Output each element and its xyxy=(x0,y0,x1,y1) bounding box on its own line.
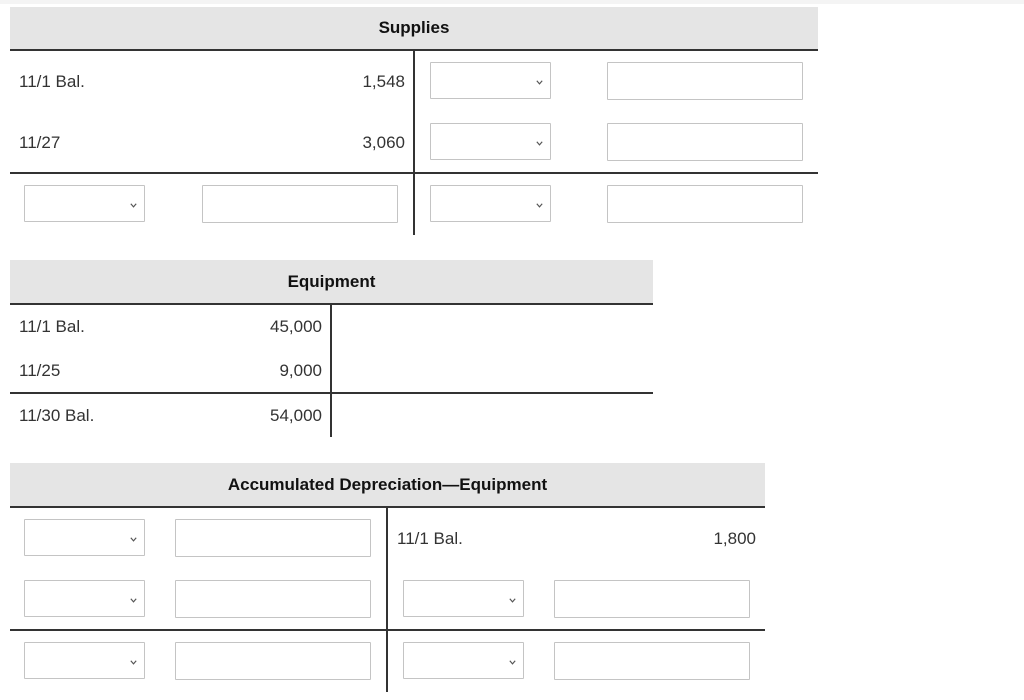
accum-dep-credit-amount-input-2[interactable] xyxy=(554,580,750,618)
equipment-debit-amount-1: 45,000 xyxy=(270,317,322,336)
accum-dep-account-title xyxy=(10,463,765,508)
accum-dep-debit-amount-input-1[interactable] xyxy=(175,519,371,557)
accum-dep-credit-balance-select[interactable] xyxy=(403,642,524,679)
accum-dep-debit-balance-input[interactable] xyxy=(175,642,371,680)
chevron-down-icon xyxy=(508,596,517,605)
supplies-account-title xyxy=(10,7,818,51)
accum-dep-credit-amount-1: 1,800 xyxy=(713,529,756,548)
accum-dep-debit-balance-select[interactable] xyxy=(24,642,145,679)
chevron-down-icon xyxy=(535,78,544,87)
supplies-credit-amount-input-2[interactable] xyxy=(607,123,803,161)
equipment-debit-date-1: 11/1 Bal. xyxy=(19,317,85,336)
supplies-debit-amount-2: 3,060 xyxy=(362,133,405,152)
accum-dep-total-rule xyxy=(10,629,765,631)
equipment-t-divider xyxy=(330,304,332,437)
chevron-down-icon xyxy=(535,139,544,148)
supplies-debit-balance-select[interactable] xyxy=(24,185,145,222)
accum-dep-credit-date-select-2[interactable] xyxy=(403,580,524,617)
accum-dep-credit-date-1: 11/1 Bal. xyxy=(397,529,463,548)
supplies-total-rule xyxy=(10,172,818,174)
accum-dep-debit-date-select-1[interactable] xyxy=(24,519,145,556)
accum-dep-debit-amount-input-2[interactable] xyxy=(175,580,371,618)
equipment-debit-date-2: 11/25 xyxy=(19,361,61,380)
chevron-down-icon xyxy=(508,658,517,667)
accum-dep-credit-balance-input[interactable] xyxy=(554,642,750,680)
accum-dep-t-divider xyxy=(386,507,388,692)
supplies-credit-amount-input-1[interactable] xyxy=(607,62,803,100)
supplies-credit-balance-select[interactable] xyxy=(430,185,551,222)
equipment-total-rule xyxy=(10,392,653,394)
chevron-down-icon xyxy=(129,201,138,210)
accum-dep-title-text: Accumulated Depreciation—Equipment xyxy=(227,474,548,494)
supplies-debit-balance-input[interactable] xyxy=(202,185,398,223)
supplies-debit-amount-1: 1,548 xyxy=(362,72,405,91)
equipment-title-text: Equipment xyxy=(287,271,376,291)
equipment-account-title xyxy=(10,260,653,305)
supplies-t-divider xyxy=(413,50,415,235)
equipment-balance-amount: 54,000 xyxy=(270,406,322,425)
supplies-title-text: Supplies xyxy=(378,18,450,37)
equipment-debit-amount-2: 9,000 xyxy=(279,361,322,380)
chevron-down-icon xyxy=(129,658,138,667)
supplies-credit-date-select-1[interactable] xyxy=(430,62,551,99)
supplies-credit-date-select-2[interactable] xyxy=(430,123,551,160)
top-edge xyxy=(0,0,1024,4)
supplies-credit-balance-input[interactable] xyxy=(607,185,803,223)
supplies-debit-date-1: 11/1 Bal. xyxy=(19,72,85,91)
chevron-down-icon xyxy=(535,201,544,210)
chevron-down-icon xyxy=(129,596,138,605)
equipment-balance-date: 11/30 Bal. xyxy=(19,406,95,425)
supplies-debit-date-2: 11/27 xyxy=(19,133,61,152)
accum-dep-debit-date-select-2[interactable] xyxy=(24,580,145,617)
chevron-down-icon xyxy=(129,535,138,544)
